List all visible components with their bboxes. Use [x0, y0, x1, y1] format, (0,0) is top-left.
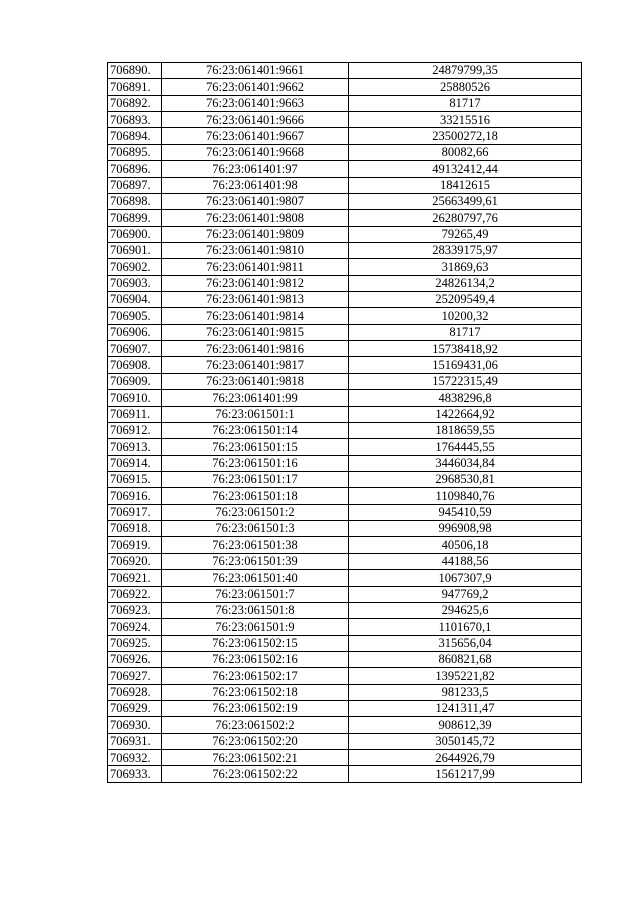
cadastral-value-cell: 25209549,4: [349, 292, 582, 308]
cadastral-number-cell: 76:23:061501:8: [162, 602, 349, 618]
cadastral-value-cell: 3050145,72: [349, 733, 582, 749]
cadastral-value-cell: 23500272,18: [349, 128, 582, 144]
row-number-cell: 706932.: [108, 750, 162, 766]
row-number-cell: 706892.: [108, 95, 162, 111]
cadastral-number-cell: 76:23:061501:39: [162, 553, 349, 569]
cadastral-number-cell: 76:23:061401:9812: [162, 275, 349, 291]
row-number-cell: 706898.: [108, 193, 162, 209]
table-body: [108, 63, 582, 783]
cadastral-number-cell: 76:23:061502:18: [162, 684, 349, 700]
cadastral-number-cell: 76:23:061501:1: [162, 406, 349, 422]
table-row: [108, 259, 582, 275]
table-row: [108, 455, 582, 471]
cadastral-value-cell: 4838296,8: [349, 390, 582, 406]
row-number-cell: 706917.: [108, 504, 162, 520]
table-row: [108, 79, 582, 95]
row-number-cell: 706895.: [108, 144, 162, 160]
row-number-cell: 706933.: [108, 766, 162, 782]
table-row: [108, 586, 582, 602]
cadastral-number-cell: 76:23:061401:9663: [162, 95, 349, 111]
row-number-cell: 706907.: [108, 341, 162, 357]
table-row: [108, 128, 582, 144]
table-row: [108, 684, 582, 700]
cadastral-number-cell: 76:23:061501:16: [162, 455, 349, 471]
table-row: [108, 226, 582, 242]
cadastral-value-cell: 15738418,92: [349, 341, 582, 357]
row-number-cell: 706921.: [108, 570, 162, 586]
cadastral-number-cell: 76:23:061401:9807: [162, 193, 349, 209]
row-number-cell: 706904.: [108, 292, 162, 308]
row-number-cell: 706911.: [108, 406, 162, 422]
row-number-cell: 706906.: [108, 324, 162, 340]
table-row: [108, 602, 582, 618]
row-number-cell: 706927.: [108, 668, 162, 684]
row-number-cell: 706910.: [108, 390, 162, 406]
cadastral-number-cell: 76:23:061501:2: [162, 504, 349, 520]
row-number-cell: 706908.: [108, 357, 162, 373]
cadastral-value-cell: 1241311,47: [349, 701, 582, 717]
row-number-cell: 706918.: [108, 521, 162, 537]
cadastral-value-cell: 15169431,06: [349, 357, 582, 373]
table-row: [108, 439, 582, 455]
table-row: [108, 471, 582, 487]
cadastral-value-cell: 1067307,9: [349, 570, 582, 586]
cadastral-value-cell: 1764445,55: [349, 439, 582, 455]
cadastral-value-cell: 40506,18: [349, 537, 582, 553]
cadastral-number-cell: 76:23:061401:9809: [162, 226, 349, 242]
cadastral-value-cell: 908612,39: [349, 717, 582, 733]
row-number-cell: 706900.: [108, 226, 162, 242]
cadastral-number-cell: 76:23:061502:2: [162, 717, 349, 733]
cadastral-value-cell: 81717: [349, 95, 582, 111]
table-row: [108, 341, 582, 357]
table-row: [108, 619, 582, 635]
cadastral-value-cell: 31869,63: [349, 259, 582, 275]
cadastral-value-cell: 981233,5: [349, 684, 582, 700]
cadastral-value-cell: 10200,32: [349, 308, 582, 324]
row-number-cell: 706890.: [108, 63, 162, 79]
cadastral-number-cell: 76:23:061401:9816: [162, 341, 349, 357]
table-row: [108, 570, 582, 586]
row-number-cell: 706901.: [108, 242, 162, 258]
row-number-cell: 706929.: [108, 701, 162, 717]
table-row: [108, 422, 582, 438]
cadastral-value-cell: 996908,98: [349, 521, 582, 537]
cadastral-number-cell: 76:23:061401:9817: [162, 357, 349, 373]
cadastral-value-cell: 80082,66: [349, 144, 582, 160]
row-number-cell: 706903.: [108, 275, 162, 291]
table-row: [108, 161, 582, 177]
cadastral-number-cell: 76:23:061502:16: [162, 651, 349, 667]
cadastral-value-cell: 79265,49: [349, 226, 582, 242]
cadastral-value-cell: 28339175,97: [349, 242, 582, 258]
cadastral-number-cell: 76:23:061401:9662: [162, 79, 349, 95]
cadastral-value-cell: 2968530,81: [349, 471, 582, 487]
table-row: [108, 193, 582, 209]
table-row: [108, 750, 582, 766]
cadastral-number-cell: 76:23:061501:40: [162, 570, 349, 586]
cadastral-number-cell: 76:23:061501:9: [162, 619, 349, 635]
cadastral-value-cell: 3446034,84: [349, 455, 582, 471]
row-number-cell: 706909.: [108, 373, 162, 389]
cadastral-number-cell: 76:23:061401:9667: [162, 128, 349, 144]
table-row: [108, 63, 582, 79]
table-row: [108, 406, 582, 422]
table-row: [108, 210, 582, 226]
cadastral-number-cell: 76:23:061502:22: [162, 766, 349, 782]
row-number-cell: 706926.: [108, 651, 162, 667]
table-row: [108, 275, 582, 291]
cadastral-value-cell: 1818659,55: [349, 422, 582, 438]
cadastral-number-cell: 76:23:061501:15: [162, 439, 349, 455]
row-number-cell: 706894.: [108, 128, 162, 144]
table-row: [108, 112, 582, 128]
row-number-cell: 706924.: [108, 619, 162, 635]
cadastral-value-cell: 49132412,44: [349, 161, 582, 177]
row-number-cell: 706925.: [108, 635, 162, 651]
cadastral-value-cell: 2644926,79: [349, 750, 582, 766]
cadastral-number-cell: 76:23:061401:9815: [162, 324, 349, 340]
row-number-cell: 706922.: [108, 586, 162, 602]
cadastral-value-cell: 26280797,76: [349, 210, 582, 226]
table-row: [108, 651, 582, 667]
cadastral-value-cell: 860821,68: [349, 651, 582, 667]
row-number-cell: 706915.: [108, 471, 162, 487]
cadastral-value-cell: 294625,6: [349, 602, 582, 618]
cadastral-number-cell: 76:23:061501:14: [162, 422, 349, 438]
cadastral-value-cell: 18412615: [349, 177, 582, 193]
cadastral-value-cell: 1109840,76: [349, 488, 582, 504]
cadastral-number-cell: 76:23:061401:9813: [162, 292, 349, 308]
cadastral-number-cell: 76:23:061401:9668: [162, 144, 349, 160]
cadastral-number-cell: 76:23:061401:9661: [162, 63, 349, 79]
row-number-cell: 706902.: [108, 259, 162, 275]
row-number-cell: 706923.: [108, 602, 162, 618]
cadastral-value-cell: 33215516: [349, 112, 582, 128]
row-number-cell: 706931.: [108, 733, 162, 749]
cadastral-number-cell: 76:23:061501:18: [162, 488, 349, 504]
cadastral-number-cell: 76:23:061401:9811: [162, 259, 349, 275]
row-number-cell: 706928.: [108, 684, 162, 700]
cadastral-value-cell: 15722315,49: [349, 373, 582, 389]
row-number-cell: 706930.: [108, 717, 162, 733]
cadastral-number-cell: 76:23:061401:9814: [162, 308, 349, 324]
cadastral-number-cell: 76:23:061502:17: [162, 668, 349, 684]
table-row: [108, 668, 582, 684]
cadastral-number-cell: 76:23:061501:7: [162, 586, 349, 602]
cadastral-value-cell: 24879799,35: [349, 63, 582, 79]
cadastral-number-cell: 76:23:061502:19: [162, 701, 349, 717]
table-row: [108, 701, 582, 717]
cadastral-value-cell: 315656,04: [349, 635, 582, 651]
row-number-cell: 706916.: [108, 488, 162, 504]
cadastral-number-cell: 76:23:061401:9808: [162, 210, 349, 226]
row-number-cell: 706919.: [108, 537, 162, 553]
table-row: [108, 95, 582, 111]
cadastral-value-cell: 947769,2: [349, 586, 582, 602]
row-number-cell: 706897.: [108, 177, 162, 193]
table-row: [108, 504, 582, 520]
table-row: [108, 635, 582, 651]
table-row: [108, 324, 582, 340]
table-row: [108, 766, 582, 782]
row-number-cell: 706893.: [108, 112, 162, 128]
cadastral-number-cell: 76:23:061502:21: [162, 750, 349, 766]
cadastral-value-cell: 81717: [349, 324, 582, 340]
row-number-cell: 706913.: [108, 439, 162, 455]
cadastral-value-cell: 1101670,1: [349, 619, 582, 635]
table-row: [108, 242, 582, 258]
cadastral-number-cell: 76:23:061401:9810: [162, 242, 349, 258]
table-row: [108, 733, 582, 749]
cadastral-number-cell: 76:23:061501:38: [162, 537, 349, 553]
table-row: [108, 553, 582, 569]
cadastral-number-cell: 76:23:061401:98: [162, 177, 349, 193]
row-number-cell: 706905.: [108, 308, 162, 324]
cadastral-number-cell: 76:23:061501:3: [162, 521, 349, 537]
cadastral-number-cell: 76:23:061501:17: [162, 471, 349, 487]
table-row: [108, 373, 582, 389]
table-row: [108, 537, 582, 553]
cadastral-value-cell: 1422664,92: [349, 406, 582, 422]
row-number-cell: 706896.: [108, 161, 162, 177]
cadastral-number-cell: 76:23:061502:20: [162, 733, 349, 749]
cadastral-number-cell: 76:23:061401:97: [162, 161, 349, 177]
cadastral-value-cell: 1561217,99: [349, 766, 582, 782]
cadastral-number-cell: 76:23:061401:9818: [162, 373, 349, 389]
row-number-cell: 706912.: [108, 422, 162, 438]
row-number-cell: 706914.: [108, 455, 162, 471]
table-row: [108, 521, 582, 537]
table-row: [108, 390, 582, 406]
cadastral-value-table: [107, 62, 582, 783]
cadastral-number-cell: 76:23:061401:9666: [162, 112, 349, 128]
row-number-cell: 706899.: [108, 210, 162, 226]
table-row: [108, 144, 582, 160]
row-number-cell: 706891.: [108, 79, 162, 95]
cadastral-value-cell: 44188,56: [349, 553, 582, 569]
cadastral-value-cell: 25880526: [349, 79, 582, 95]
cadastral-value-cell: 1395221,82: [349, 668, 582, 684]
cadastral-value-cell: 945410,59: [349, 504, 582, 520]
cadastral-value-cell: 25663499,61: [349, 193, 582, 209]
table-row: [108, 177, 582, 193]
table-row: [108, 488, 582, 504]
table-row: [108, 357, 582, 373]
table-row: [108, 717, 582, 733]
table-row: [108, 308, 582, 324]
table-row: [108, 292, 582, 308]
row-number-cell: 706920.: [108, 553, 162, 569]
cadastral-number-cell: 76:23:061502:15: [162, 635, 349, 651]
cadastral-value-cell: 24826134,2: [349, 275, 582, 291]
cadastral-number-cell: 76:23:061401:99: [162, 390, 349, 406]
